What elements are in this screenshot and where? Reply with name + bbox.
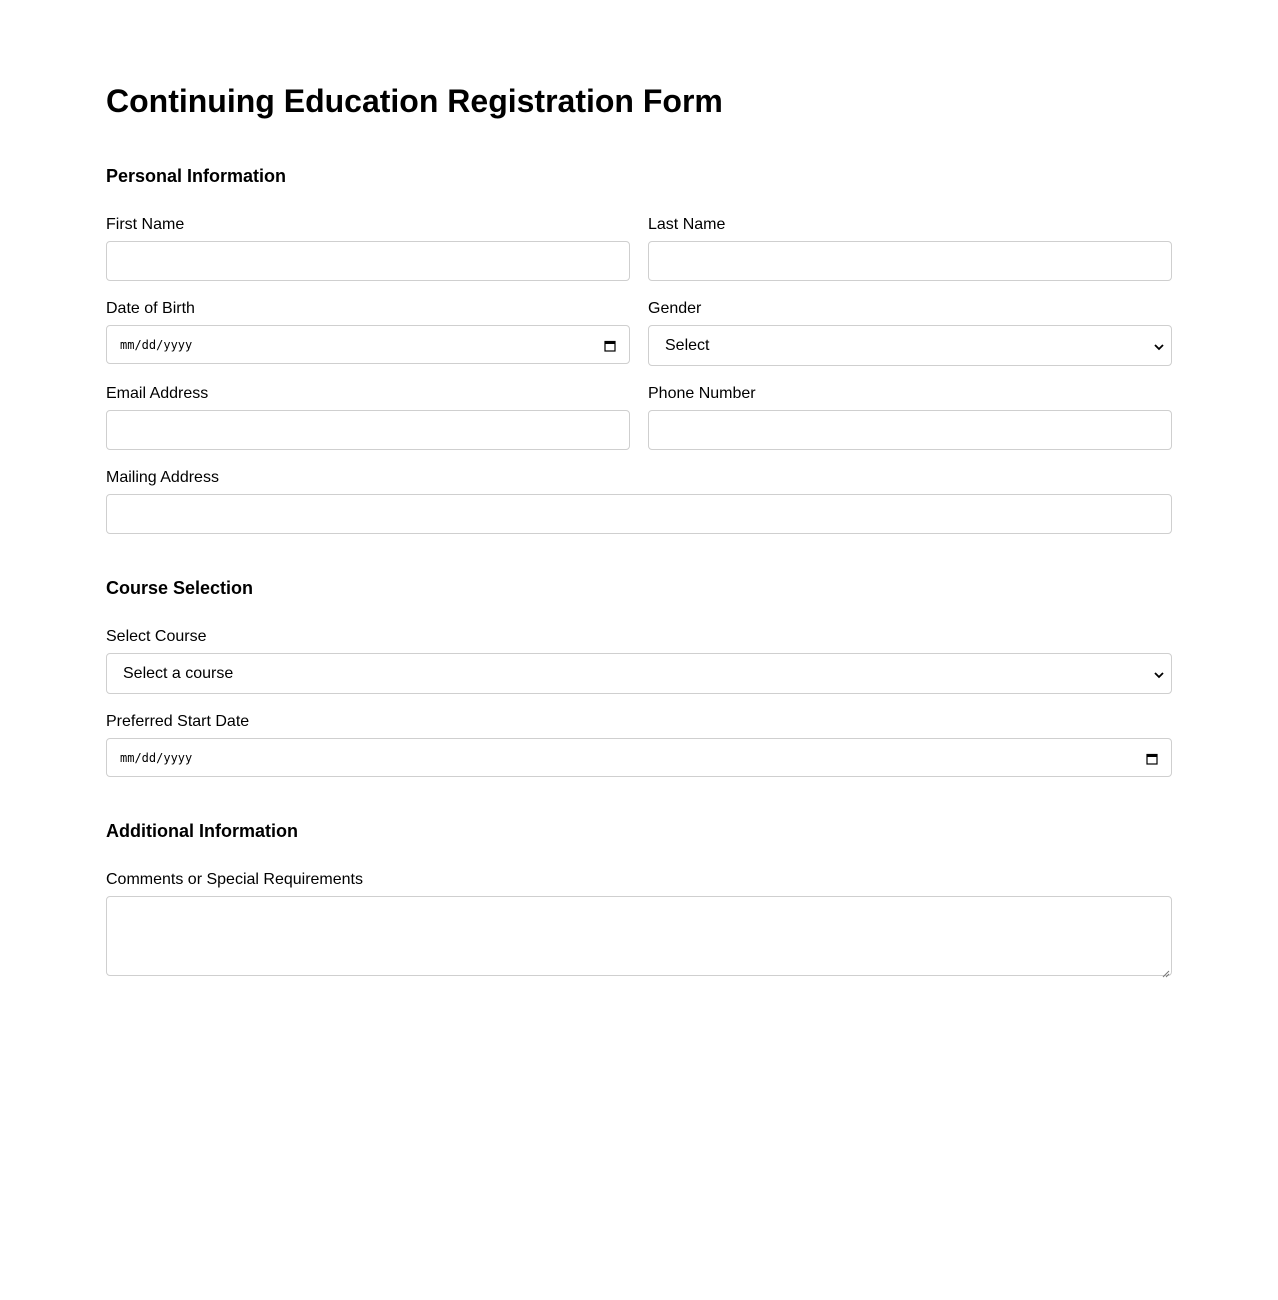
phone-input[interactable] <box>648 410 1172 450</box>
first-name-field <box>106 215 630 281</box>
first-name-label: First Name <box>106 216 185 233</box>
mailing-address-input[interactable] <box>106 494 1172 534</box>
last-name-input[interactable] <box>648 241 1172 281</box>
last-name-label: Last Name <box>648 216 726 233</box>
section-title-personal-information: Personal Information <box>106 166 287 186</box>
calendar-icon[interactable] <box>604 339 616 351</box>
date-of-birth-label: Date of Birth <box>106 300 195 317</box>
email-field <box>106 384 630 450</box>
comments-textarea[interactable] <box>106 896 1172 976</box>
first-name-input[interactable] <box>106 241 630 281</box>
last-name-field <box>648 215 1172 281</box>
select-course-label: Select Course <box>106 628 207 645</box>
section-title-course-selection: Course Selection <box>106 578 254 598</box>
resize-handle-icon[interactable] <box>1161 965 1170 974</box>
chevron-down-icon <box>1153 340 1165 352</box>
course-selected-value: Select a course <box>123 664 234 682</box>
preferred-start-date-label: Preferred Start Date <box>106 713 250 730</box>
phone-label: Phone Number <box>648 385 756 402</box>
email-label: Email Address <box>106 385 209 402</box>
phone-field <box>648 384 1172 450</box>
gender-label: Gender <box>648 300 702 317</box>
email-input[interactable] <box>106 410 630 450</box>
select-course-field <box>106 627 1172 694</box>
preferred-start-date-field <box>106 712 1172 777</box>
gender-field <box>648 299 1172 366</box>
date-of-birth-input[interactable] <box>106 325 630 364</box>
page-title: Continuing Education Registration Form <box>106 83 723 119</box>
mailing-address-field <box>106 468 1172 534</box>
preferred-start-date-input[interactable] <box>106 738 1172 777</box>
gender-selected-value: Select <box>665 336 710 354</box>
date-of-birth-field <box>106 299 630 364</box>
comments-field <box>106 870 1172 976</box>
preferred-start-date-placeholder: mm/dd/yyyy <box>120 750 193 765</box>
date-of-birth-placeholder: mm/dd/yyyy <box>120 337 193 352</box>
chevron-down-icon <box>1153 668 1165 680</box>
gender-select[interactable] <box>648 325 1172 366</box>
comments-label: Comments or Special Requirements <box>106 871 363 888</box>
course-select[interactable] <box>106 653 1172 694</box>
mailing-address-label: Mailing Address <box>106 469 219 486</box>
section-title-additional-information: Additional Information <box>106 821 298 841</box>
calendar-icon[interactable] <box>1146 752 1158 764</box>
